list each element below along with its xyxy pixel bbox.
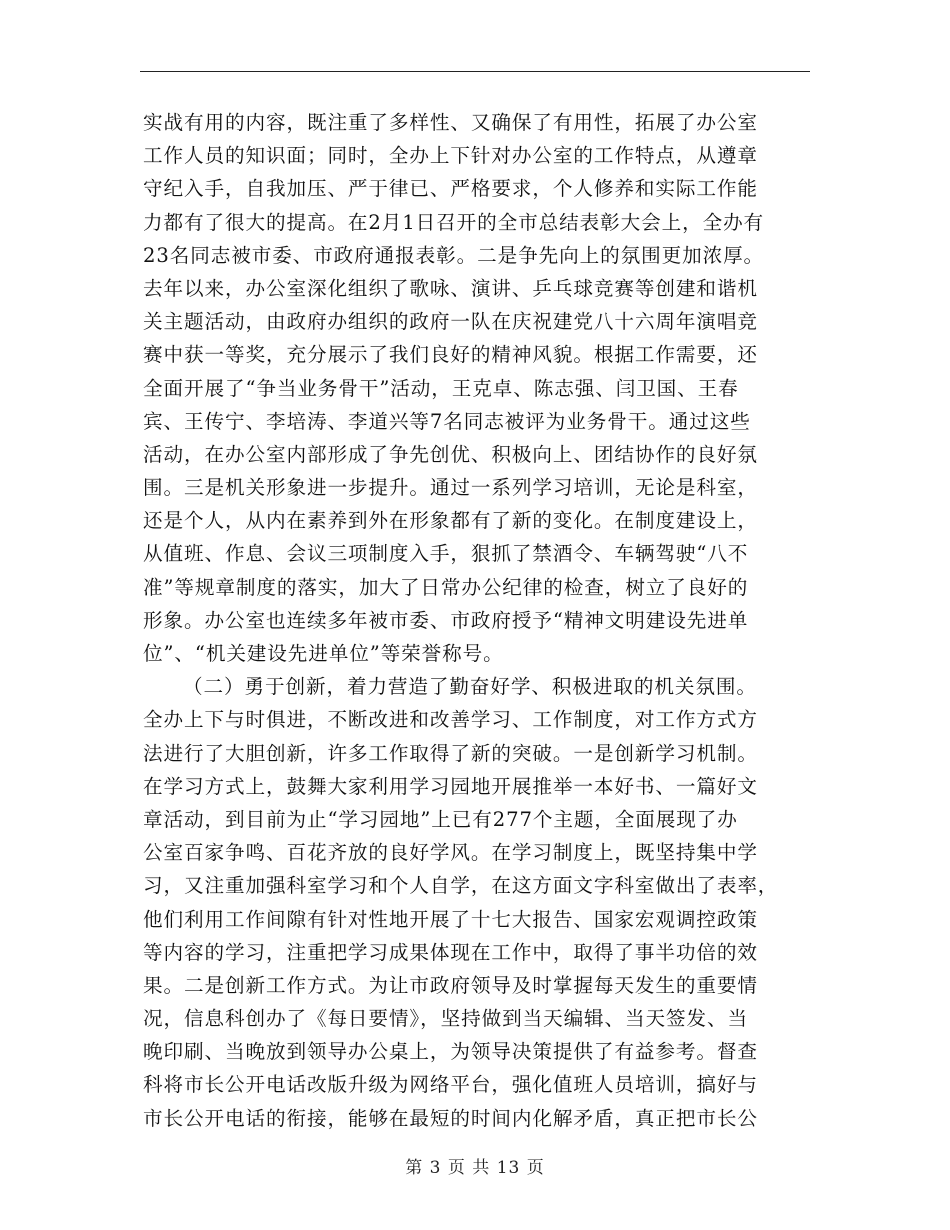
text-line: 活动，在办公室内部形成了争先创优、积极向上、团结协作的良好氛 xyxy=(143,442,758,466)
text-line: 实战有用的内容，既注重了多样性、又确保了有用性，拓展了办公室 xyxy=(143,111,758,134)
text-line: 守纪入手，自我加压、严于律已、严格要求，个人修养和实际工作能 xyxy=(143,177,758,201)
text-line: 况，信息科创办了《每日要情》，坚持做到当天编辑、当天签发、当 xyxy=(143,1007,749,1031)
text-line: 从值班、作息、会议三项制度入手，狠抓了禁酒令、车辆驾驶“八不 xyxy=(143,542,749,566)
section-heading-line: （二）勇于创新，着力营造了勤奋好学、积极进取的机关氛围。 xyxy=(183,675,757,699)
page-number-footer: 第 3 页 共 13 页 xyxy=(405,1158,545,1178)
text-line: 全办上下与时俱进，不断改进和改善学习、工作制度，对工作方式方 xyxy=(143,708,758,732)
text-line: 准”等规章制度的落实，加大了日常办公纪律的检查，树立了良好的 xyxy=(143,575,749,599)
text-line: 果。二是创新工作方式。为让市政府领导及时掌握每天发生的重要情 xyxy=(143,973,758,997)
text-line: 力都有了很大的提高。在2月1日召开的全市总结表彰大会上，全办有 xyxy=(143,210,765,234)
text-line: 晚印刷、当晚放到领导办公桌上，为领导决策提供了有益参考。督查 xyxy=(143,1040,758,1064)
text-line: 全面开展了“争当业务骨干”活动，王克卓、陈志强、闫卫国、王春 xyxy=(143,376,739,400)
text-line: 围。三是机关形象进一步提升。通过一系列学习培训，无论是科室， xyxy=(143,476,758,500)
text-line: 等内容的学习，注重把学习成果体现在工作中，取得了事半功倍的效 xyxy=(143,940,758,964)
text-line: 还是个人，从内在素养到外在形象都有了新的变化。在制度建设上， xyxy=(143,509,758,533)
text-line: 23名同志被市委、市政府通报表彰。二是争先向上的氛围更加浓厚。 xyxy=(143,243,765,267)
text-line: 位”、“机关建设先进单位”等荣誉称号。 xyxy=(143,642,504,665)
text-line: 赛中获一等奖，充分展示了我们良好的精神风貌。根据工作需要，还 xyxy=(143,343,758,367)
text-line: 法进行了大胆创新，许多工作取得了新的突破。一是创新学习机制。 xyxy=(143,741,758,765)
text-line: 关主题活动，由政府办组织的政府一队在庆祝建党八十六周年演唱竞 xyxy=(143,310,758,334)
text-line: 他们利用工作间隙有针对性地开展了十七大报告、国家宏观调控政策 xyxy=(143,907,758,931)
text-line: 科将市长公开电话改版升级为网络平台，强化值班人员培训，搞好与 xyxy=(143,1073,758,1097)
text-line: 工作人员的知识面；同时，全办上下针对办公室的工作特点，从遵章 xyxy=(143,144,758,168)
text-line: 习，又注重加强科室学习和个人自学，在这方面文字科室做出了表率， xyxy=(143,874,779,898)
document-body xyxy=(143,106,813,1135)
text-line: 去年以来，办公室深化组织了歌咏、演讲、乒乓球竞赛等创建和谐机 xyxy=(143,276,758,300)
text-line: 在学习方式上，鼓舞大家利用学习园地开展推举一本好书、一篇好文 xyxy=(143,774,758,798)
text-line: 公室百家争鸣、百花齐放的良好学风。在学习制度上，既坚持集中学 xyxy=(143,841,758,865)
text-line: 章活动，到目前为止“学习园地”上已有277个主题，全面展现了办 xyxy=(143,807,738,831)
text-line: 形象。办公室也连续多年被市委、市政府授予“精神文明建设先进单 xyxy=(143,608,749,632)
text-line: 宾、王传宁、李培涛、李道兴等7名同志被评为业务骨干。通过这些 xyxy=(143,409,751,433)
text-line: 市长公开电话的衔接，能够在最短的时间内化解矛盾，真正把市长公 xyxy=(143,1106,758,1130)
header-rule xyxy=(140,71,810,72)
